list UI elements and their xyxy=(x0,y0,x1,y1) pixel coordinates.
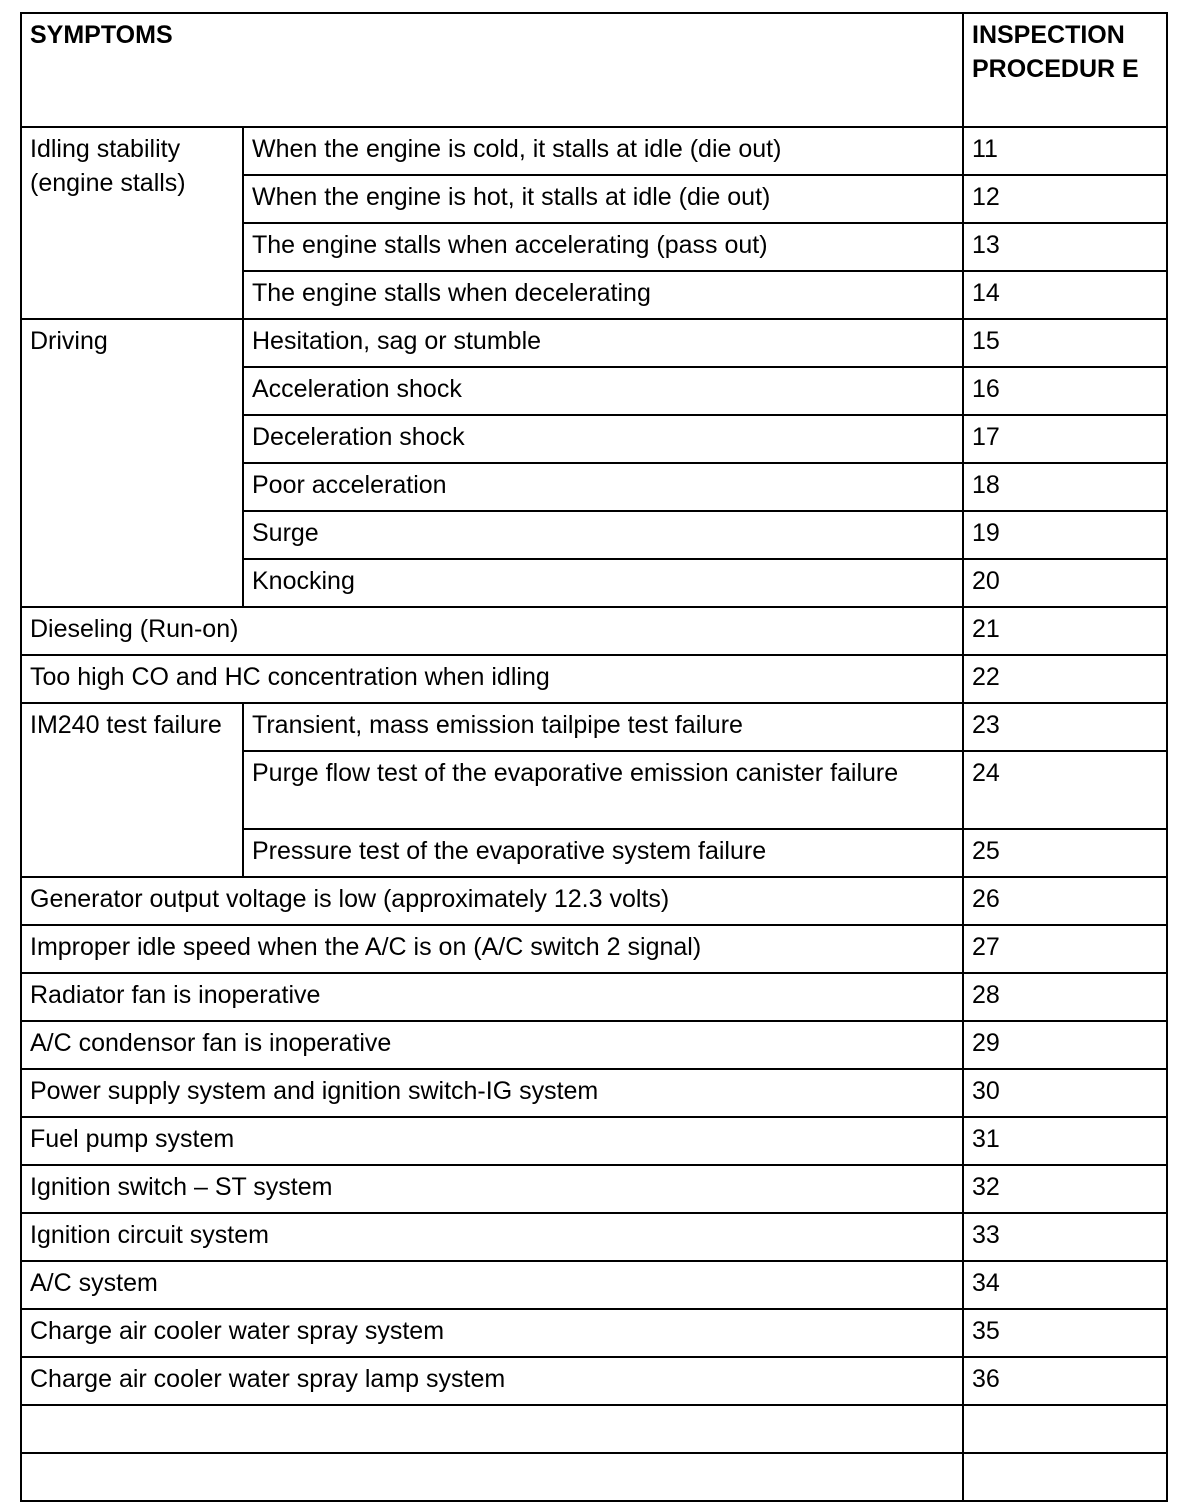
table-row xyxy=(21,1021,1167,1069)
symptom-cell: Poor acceleration xyxy=(243,463,963,511)
symptom-cell xyxy=(21,1405,963,1453)
procedure-cell: 34 xyxy=(963,1261,1167,1309)
category-cell: Driving xyxy=(21,319,243,607)
symptom-cell: Fuel pump system xyxy=(21,1117,963,1165)
procedure-cell: 13 xyxy=(963,223,1167,271)
table-row xyxy=(21,1261,1167,1309)
procedure-cell xyxy=(963,1453,1167,1501)
procedure-cell: 19 xyxy=(963,511,1167,559)
symptom-cell xyxy=(21,1453,963,1501)
category-cell: IM240 test failure xyxy=(21,703,243,877)
procedure-cell: 24 xyxy=(963,751,1167,829)
table-row xyxy=(21,1165,1167,1213)
symptom-procedure-table xyxy=(20,12,1168,1502)
procedure-cell: 26 xyxy=(963,877,1167,925)
procedure-cell: 16 xyxy=(963,367,1167,415)
header-row xyxy=(21,13,1167,127)
table-row xyxy=(21,1357,1167,1405)
symptom-cell: A/C condensor fan is inoperative xyxy=(21,1021,963,1069)
procedure-cell: 29 xyxy=(963,1021,1167,1069)
symptom-cell: Power supply system and ignition switch-IG system xyxy=(21,1069,963,1117)
table-row xyxy=(21,925,1167,973)
symptom-cell: Ignition switch – ST system xyxy=(21,1165,963,1213)
symptom-cell: Ignition circuit system xyxy=(21,1213,963,1261)
symptom-cell: Generator output voltage is low (approximately 12.3 volts) xyxy=(21,877,963,925)
procedure-cell: 27 xyxy=(963,925,1167,973)
procedure-cell: 36 xyxy=(963,1357,1167,1405)
procedure-cell: 23 xyxy=(963,703,1167,751)
header-symptoms: SYMPTOMS xyxy=(21,13,963,127)
symptom-cell: When the engine is cold, it stalls at idle (die out) xyxy=(243,127,963,175)
procedure-cell: 35 xyxy=(963,1309,1167,1357)
symptom-cell: When the engine is hot, it stalls at idle (die out) xyxy=(243,175,963,223)
table-row xyxy=(21,1117,1167,1165)
table-row xyxy=(21,1453,1167,1501)
symptom-cell: Improper idle speed when the A/C is on (A/C switch 2 signal) xyxy=(21,925,963,973)
table-row xyxy=(21,607,1167,655)
table-row xyxy=(21,877,1167,925)
procedure-cell: 28 xyxy=(963,973,1167,1021)
procedure-cell: 15 xyxy=(963,319,1167,367)
procedure-cell: 33 xyxy=(963,1213,1167,1261)
table-row xyxy=(21,1309,1167,1357)
symptom-cell: Acceleration shock xyxy=(243,367,963,415)
symptom-cell: Transient, mass emission tailpipe test failure xyxy=(243,703,963,751)
symptom-cell: Charge air cooler water spray lamp system xyxy=(21,1357,963,1405)
symptom-cell: Knocking xyxy=(243,559,963,607)
procedure-cell: 18 xyxy=(963,463,1167,511)
procedure-cell: 11 xyxy=(963,127,1167,175)
procedure-cell: 25 xyxy=(963,829,1167,877)
symptom-cell: Too high CO and HC concentration when idling xyxy=(21,655,963,703)
symptom-cell: Hesitation, sag or stumble xyxy=(243,319,963,367)
procedure-cell: 14 xyxy=(963,271,1167,319)
procedure-cell: 31 xyxy=(963,1117,1167,1165)
table-row xyxy=(21,1405,1167,1453)
symptom-cell: Radiator fan is inoperative xyxy=(21,973,963,1021)
procedure-cell: 30 xyxy=(963,1069,1167,1117)
procedure-cell: 22 xyxy=(963,655,1167,703)
symptom-cell: The engine stalls when decelerating xyxy=(243,271,963,319)
table-row xyxy=(21,319,1167,367)
procedure-cell: 12 xyxy=(963,175,1167,223)
category-cell: Idling stability (engine stalls) xyxy=(21,127,243,319)
table-row xyxy=(21,127,1167,175)
symptom-cell: The engine stalls when accelerating (pass out) xyxy=(243,223,963,271)
symptom-cell: Dieseling (Run-on) xyxy=(21,607,963,655)
table-row xyxy=(21,1069,1167,1117)
symptom-cell: Purge flow test of the evaporative emission canister failure xyxy=(243,751,963,829)
procedure-cell: 17 xyxy=(963,415,1167,463)
symptom-cell: Surge xyxy=(243,511,963,559)
symptom-cell: Pressure test of the evaporative system failure xyxy=(243,829,963,877)
header-inspection-procedure: INSPECTION PROCEDUR E xyxy=(963,13,1167,127)
procedure-cell: 21 xyxy=(963,607,1167,655)
symptom-cell: Deceleration shock xyxy=(243,415,963,463)
table-row xyxy=(21,703,1167,751)
procedure-cell xyxy=(963,1405,1167,1453)
procedure-cell: 32 xyxy=(963,1165,1167,1213)
symptom-cell: Charge air cooler water spray system xyxy=(21,1309,963,1357)
procedure-cell: 20 xyxy=(963,559,1167,607)
symptom-cell: A/C system xyxy=(21,1261,963,1309)
table-row xyxy=(21,655,1167,703)
table-row xyxy=(21,1213,1167,1261)
table-row xyxy=(21,973,1167,1021)
